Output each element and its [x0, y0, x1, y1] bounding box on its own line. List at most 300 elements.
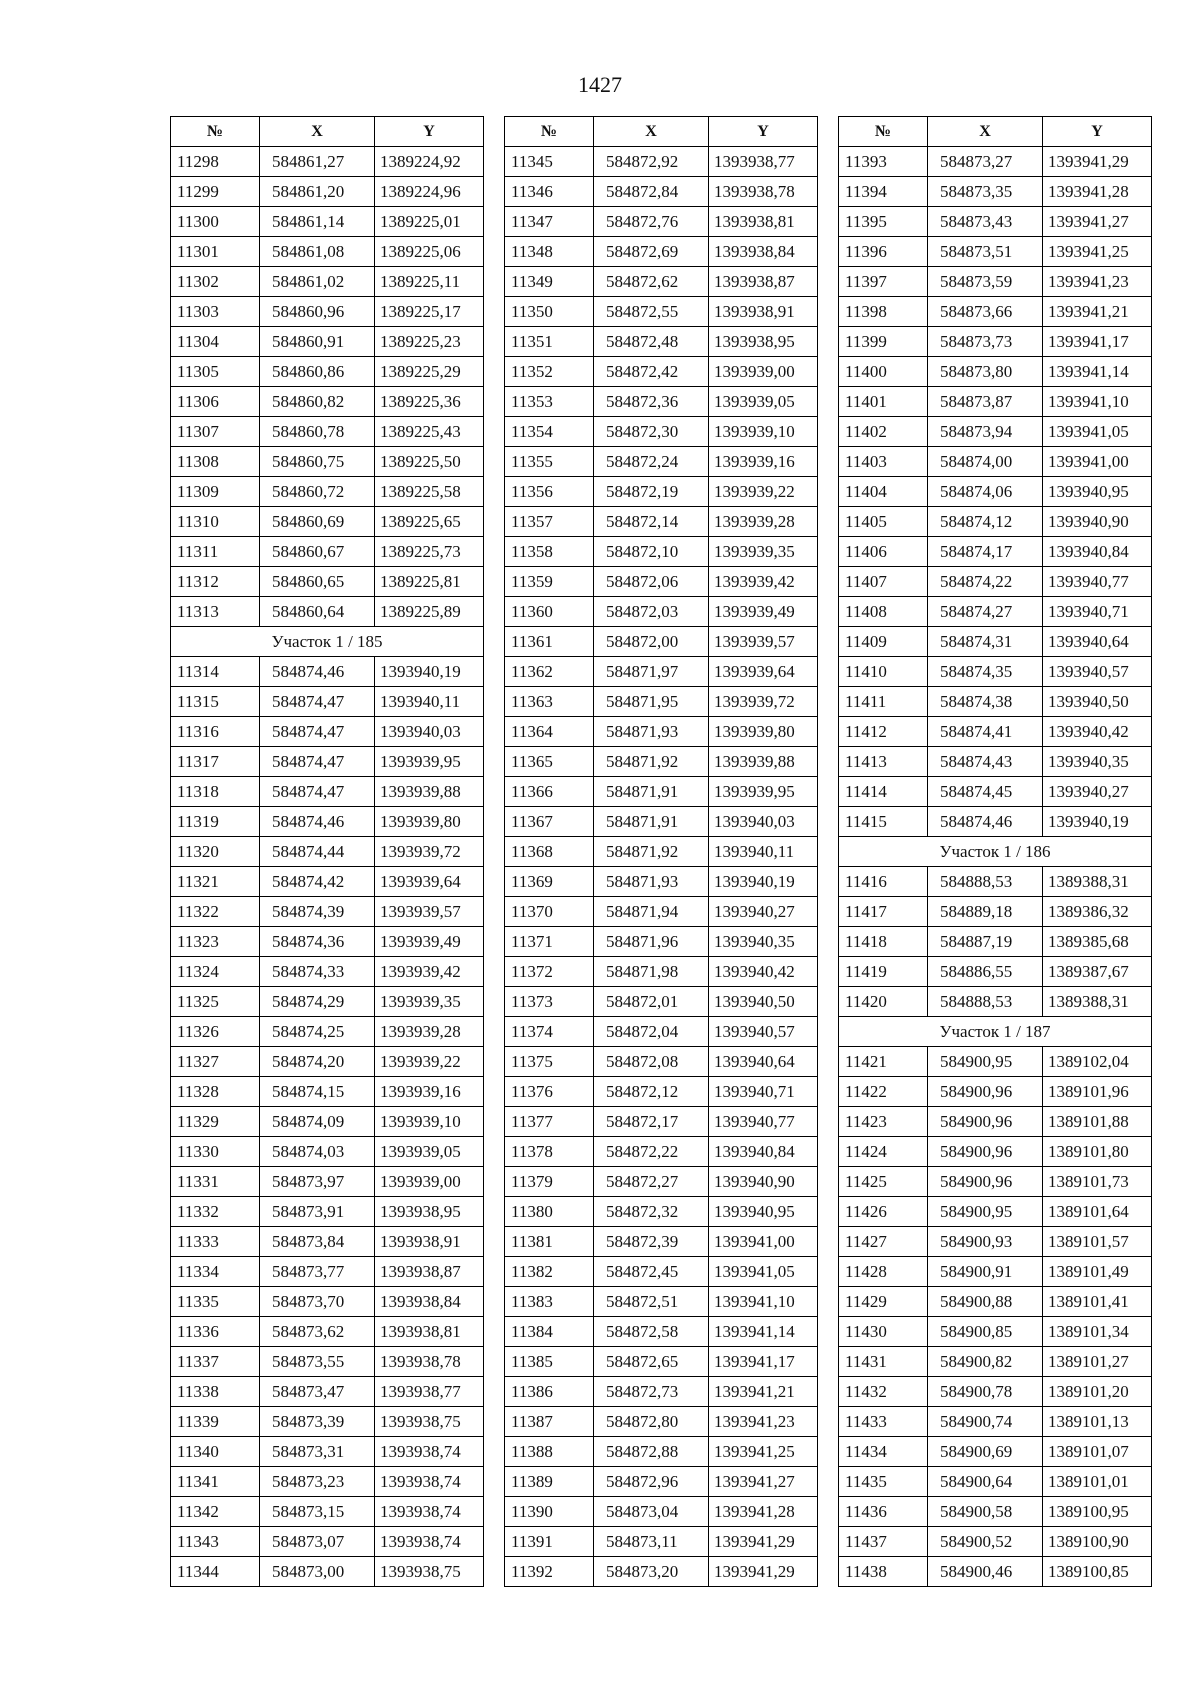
- table-row: [505, 747, 818, 777]
- point-number: 11369: [505, 867, 594, 897]
- coord-x: 584874,20: [260, 1047, 375, 1077]
- point-number: 11385: [505, 1347, 594, 1377]
- table-row: [505, 1287, 818, 1317]
- point-number: 11404: [839, 477, 928, 507]
- coord-x: 584900,91: [928, 1257, 1043, 1287]
- table-row: [839, 297, 1152, 327]
- coord-y: 1393940,42: [709, 957, 818, 987]
- coord-y: 1389225,36: [375, 387, 484, 417]
- point-number: 11351: [505, 327, 594, 357]
- table-row: [505, 1197, 818, 1227]
- coord-x: 584873,20: [594, 1557, 709, 1587]
- coord-x: 584871,95: [594, 687, 709, 717]
- coord-y: 1389225,01: [375, 207, 484, 237]
- table-row: [171, 1287, 484, 1317]
- point-number: 11364: [505, 717, 594, 747]
- coord-x: 584900,58: [928, 1497, 1043, 1527]
- table-row: [171, 237, 484, 267]
- point-number: 11436: [839, 1497, 928, 1527]
- point-number: 11305: [171, 357, 260, 387]
- coord-y: 1393938,77: [709, 147, 818, 177]
- point-number: 11424: [839, 1137, 928, 1167]
- point-number: 11367: [505, 807, 594, 837]
- point-number: 11332: [171, 1197, 260, 1227]
- coord-y: 1393941,29: [1043, 147, 1152, 177]
- coord-x: 584874,09: [260, 1107, 375, 1137]
- coord-y: 1389101,64: [1043, 1197, 1152, 1227]
- point-number: 11355: [505, 447, 594, 477]
- table-row: [839, 387, 1152, 417]
- coord-x: 584874,29: [260, 987, 375, 1017]
- coord-y: 1393940,95: [709, 1197, 818, 1227]
- point-number: 11316: [171, 717, 260, 747]
- table-row: [839, 1377, 1152, 1407]
- coord-y: 1389225,58: [375, 477, 484, 507]
- table-row: [171, 477, 484, 507]
- coord-y: 1393939,72: [709, 687, 818, 717]
- coord-x: 584872,92: [594, 147, 709, 177]
- table-body: [839, 147, 1152, 1587]
- point-number: 11379: [505, 1167, 594, 1197]
- coord-x: 584860,78: [260, 417, 375, 447]
- point-number: 11314: [171, 657, 260, 687]
- point-number: 11381: [505, 1227, 594, 1257]
- coord-x: 584872,88: [594, 1437, 709, 1467]
- coord-x: 584900,69: [928, 1437, 1043, 1467]
- header-number: №: [839, 117, 928, 147]
- table-row: [505, 927, 818, 957]
- table-row: [171, 1527, 484, 1557]
- table-row: [505, 567, 818, 597]
- coord-y: 1393939,10: [375, 1107, 484, 1137]
- table-row: [505, 267, 818, 297]
- table-row: [171, 987, 484, 1017]
- coord-x: 584900,93: [928, 1227, 1043, 1257]
- coord-x: 584872,19: [594, 477, 709, 507]
- table-row: [171, 777, 484, 807]
- table-row: [839, 1527, 1152, 1557]
- coord-x: 584860,91: [260, 327, 375, 357]
- coord-y: 1393939,49: [375, 927, 484, 957]
- table-row: [839, 267, 1152, 297]
- coord-x: 584873,94: [928, 417, 1043, 447]
- header-number: №: [171, 117, 260, 147]
- table-row: [505, 1497, 818, 1527]
- point-number: 11431: [839, 1347, 928, 1377]
- point-number: 11331: [171, 1167, 260, 1197]
- coord-y: 1393940,19: [375, 657, 484, 687]
- coord-y: 1393939,05: [375, 1137, 484, 1167]
- table-row: [171, 597, 484, 627]
- coord-x: 584872,10: [594, 537, 709, 567]
- table-row: [839, 1227, 1152, 1257]
- coord-x: 584872,42: [594, 357, 709, 387]
- table-row: [839, 507, 1152, 537]
- coord-x: 584860,72: [260, 477, 375, 507]
- table-row: [839, 1317, 1152, 1347]
- point-number: 11319: [171, 807, 260, 837]
- table-row: [171, 957, 484, 987]
- coord-x: 584871,92: [594, 747, 709, 777]
- table-row: [505, 597, 818, 627]
- coord-y: 1393939,42: [375, 957, 484, 987]
- table-row: [171, 567, 484, 597]
- point-number: 11432: [839, 1377, 928, 1407]
- point-number: 11368: [505, 837, 594, 867]
- coord-x: 584861,20: [260, 177, 375, 207]
- coord-x: 584873,77: [260, 1257, 375, 1287]
- coord-x: 584860,64: [260, 597, 375, 627]
- table-row: [171, 1047, 484, 1077]
- coord-y: 1393940,77: [1043, 567, 1152, 597]
- table-row: [505, 1227, 818, 1257]
- table-row: [505, 687, 818, 717]
- coord-y: 1393939,57: [375, 897, 484, 927]
- table-row: [505, 177, 818, 207]
- coord-x: 584873,70: [260, 1287, 375, 1317]
- coord-x: 584872,00: [594, 627, 709, 657]
- header-x: X: [594, 117, 709, 147]
- coord-y: 1393939,28: [375, 1017, 484, 1047]
- coord-x: 584874,46: [260, 807, 375, 837]
- table-row: [505, 477, 818, 507]
- point-number: 11438: [839, 1557, 928, 1587]
- coord-y: 1393941,10: [709, 1287, 818, 1317]
- table-row: [839, 867, 1152, 897]
- coord-x: 584873,11: [594, 1527, 709, 1557]
- table-row: [505, 1467, 818, 1497]
- coord-x: 584871,91: [594, 777, 709, 807]
- point-number: 11399: [839, 327, 928, 357]
- point-number: 11301: [171, 237, 260, 267]
- point-number: 11322: [171, 897, 260, 927]
- coord-x: 584874,25: [260, 1017, 375, 1047]
- coord-y: 1393938,74: [375, 1497, 484, 1527]
- table-body: [171, 147, 484, 1587]
- table-row: [505, 807, 818, 837]
- point-number: 11302: [171, 267, 260, 297]
- coord-x: 584874,12: [928, 507, 1043, 537]
- coord-y: 1393939,95: [709, 777, 818, 807]
- point-number: 11425: [839, 1167, 928, 1197]
- point-number: 11333: [171, 1227, 260, 1257]
- coord-x: 584874,06: [928, 477, 1043, 507]
- coord-y: 1393941,28: [709, 1497, 818, 1527]
- point-number: 11329: [171, 1107, 260, 1137]
- table-row: [171, 1197, 484, 1227]
- point-number: 11392: [505, 1557, 594, 1587]
- point-number: 11386: [505, 1377, 594, 1407]
- section-title: Участок 1 / 186: [839, 837, 1152, 867]
- table-row: [171, 297, 484, 327]
- coord-x: 584873,91: [260, 1197, 375, 1227]
- point-number: 11410: [839, 657, 928, 687]
- coord-x: 584872,04: [594, 1017, 709, 1047]
- point-number: 11372: [505, 957, 594, 987]
- coord-x: 584872,80: [594, 1407, 709, 1437]
- point-number: 11397: [839, 267, 928, 297]
- table-row: [839, 717, 1152, 747]
- coord-y: 1393939,80: [709, 717, 818, 747]
- coord-x: 584861,02: [260, 267, 375, 297]
- table-row: [839, 1347, 1152, 1377]
- table-row: [505, 1407, 818, 1437]
- point-number: 11370: [505, 897, 594, 927]
- point-number: 11418: [839, 927, 928, 957]
- coord-x: 584900,95: [928, 1047, 1043, 1077]
- table-row: [839, 897, 1152, 927]
- coord-x: 584887,19: [928, 927, 1043, 957]
- coord-x: 584872,58: [594, 1317, 709, 1347]
- table-row: [505, 897, 818, 927]
- coord-x: 584873,39: [260, 1407, 375, 1437]
- table-row: [839, 327, 1152, 357]
- coord-y: 1389388,31: [1043, 867, 1152, 897]
- section-title: Участок 1 / 187: [839, 1017, 1152, 1047]
- coord-x: 584861,27: [260, 147, 375, 177]
- coord-x: 584900,52: [928, 1527, 1043, 1557]
- coord-x: 584900,64: [928, 1467, 1043, 1497]
- coord-y: 1393941,17: [1043, 327, 1152, 357]
- point-number: 11356: [505, 477, 594, 507]
- coord-y: 1393938,78: [375, 1347, 484, 1377]
- table-row: [505, 297, 818, 327]
- table-row: [171, 867, 484, 897]
- coord-y: 1393939,22: [375, 1047, 484, 1077]
- coord-x: 584874,41: [928, 717, 1043, 747]
- table-row: [839, 1137, 1152, 1167]
- point-number: 11406: [839, 537, 928, 567]
- point-number: 11421: [839, 1047, 928, 1077]
- coord-x: 584872,65: [594, 1347, 709, 1377]
- coord-x: 584873,23: [260, 1467, 375, 1497]
- coord-y: 1389101,20: [1043, 1377, 1152, 1407]
- point-number: 11428: [839, 1257, 928, 1287]
- coord-y: 1393939,42: [709, 567, 818, 597]
- point-number: 11415: [839, 807, 928, 837]
- point-number: 11423: [839, 1107, 928, 1137]
- point-number: 11299: [171, 177, 260, 207]
- coord-x: 584872,27: [594, 1167, 709, 1197]
- coord-x: 584874,22: [928, 567, 1043, 597]
- table-row: [171, 1317, 484, 1347]
- coord-x: 584874,17: [928, 537, 1043, 567]
- coord-y: 1393939,49: [709, 597, 818, 627]
- table-row: [505, 1167, 818, 1197]
- point-number: 11411: [839, 687, 928, 717]
- table-row: [171, 807, 484, 837]
- table-row: [839, 657, 1152, 687]
- coord-y: 1389225,23: [375, 327, 484, 357]
- coord-x: 584873,80: [928, 357, 1043, 387]
- coord-y: 1393940,57: [709, 1017, 818, 1047]
- table-row: [171, 537, 484, 567]
- table-row: [839, 417, 1152, 447]
- coord-x: 584872,30: [594, 417, 709, 447]
- table-row: [171, 657, 484, 687]
- coord-y: 1389225,65: [375, 507, 484, 537]
- point-number: 11426: [839, 1197, 928, 1227]
- table-row: [839, 1047, 1152, 1077]
- point-number: 11315: [171, 687, 260, 717]
- table-row: [839, 1407, 1152, 1437]
- coord-y: 1389386,32: [1043, 897, 1152, 927]
- point-number: 11320: [171, 837, 260, 867]
- coord-x: 584871,93: [594, 717, 709, 747]
- table-row: [505, 1557, 818, 1587]
- coord-y: 1389101,73: [1043, 1167, 1152, 1197]
- point-number: 11375: [505, 1047, 594, 1077]
- header-x: X: [928, 117, 1043, 147]
- point-number: 11396: [839, 237, 928, 267]
- point-number: 11387: [505, 1407, 594, 1437]
- coord-x: 584872,32: [594, 1197, 709, 1227]
- point-number: 11344: [171, 1557, 260, 1587]
- table-row: [505, 627, 818, 657]
- table-row: [171, 1257, 484, 1287]
- coord-x: 584874,43: [928, 747, 1043, 777]
- coord-y: 1389224,96: [375, 177, 484, 207]
- coord-y: 1393940,71: [1043, 597, 1152, 627]
- point-number: 11420: [839, 987, 928, 1017]
- table-row: [505, 147, 818, 177]
- point-number: 11394: [839, 177, 928, 207]
- table-row: [505, 357, 818, 387]
- table-row: [839, 357, 1152, 387]
- coord-y: 1393941,14: [1043, 357, 1152, 387]
- table-row: [839, 1287, 1152, 1317]
- coord-y: 1393939,72: [375, 837, 484, 867]
- coord-y: 1389101,96: [1043, 1077, 1152, 1107]
- table-row: [839, 807, 1152, 837]
- table-row: [171, 717, 484, 747]
- point-number: 11376: [505, 1077, 594, 1107]
- coord-x: 584900,95: [928, 1197, 1043, 1227]
- coord-y: 1389385,68: [1043, 927, 1152, 957]
- coord-x: 584872,12: [594, 1077, 709, 1107]
- coord-x: 584871,96: [594, 927, 709, 957]
- point-number: 11360: [505, 597, 594, 627]
- table-header-row: [505, 117, 818, 147]
- coord-y: 1393941,00: [709, 1227, 818, 1257]
- coord-y: 1393941,28: [1043, 177, 1152, 207]
- coord-y: 1393941,21: [1043, 297, 1152, 327]
- header-y: Y: [1043, 117, 1152, 147]
- point-number: 11300: [171, 207, 260, 237]
- coordinate-table-1: [170, 116, 484, 1587]
- coord-x: 584871,93: [594, 867, 709, 897]
- table-row: [505, 837, 818, 867]
- coord-y: 1389225,29: [375, 357, 484, 387]
- point-number: 11373: [505, 987, 594, 1017]
- table-row: [839, 777, 1152, 807]
- coord-x: 584873,35: [928, 177, 1043, 207]
- coord-x: 584872,06: [594, 567, 709, 597]
- coord-y: 1393938,91: [375, 1227, 484, 1257]
- table-row: [505, 1347, 818, 1377]
- coord-y: 1393941,05: [709, 1257, 818, 1287]
- table-row: [839, 627, 1152, 657]
- coordinate-table-2: [504, 116, 818, 1587]
- point-number: 11430: [839, 1317, 928, 1347]
- coord-x: 584874,46: [928, 807, 1043, 837]
- coord-y: 1393938,74: [375, 1467, 484, 1497]
- coord-x: 584886,55: [928, 957, 1043, 987]
- coord-x: 584872,73: [594, 1377, 709, 1407]
- coord-y: 1389102,04: [1043, 1047, 1152, 1077]
- point-number: 11417: [839, 897, 928, 927]
- table-row: [839, 597, 1152, 627]
- table-row: [171, 447, 484, 477]
- table-row: [505, 1527, 818, 1557]
- coord-x: 584871,91: [594, 807, 709, 837]
- point-number: 11334: [171, 1257, 260, 1287]
- coord-x: 584874,38: [928, 687, 1043, 717]
- coord-y: 1393939,80: [375, 807, 484, 837]
- coord-y: 1393941,25: [709, 1437, 818, 1467]
- coord-x: 584900,46: [928, 1557, 1043, 1587]
- header-x: X: [260, 117, 375, 147]
- coord-x: 584873,51: [928, 237, 1043, 267]
- table-row: [839, 1557, 1152, 1587]
- table-row: [171, 327, 484, 357]
- coord-y: 1393941,00: [1043, 447, 1152, 477]
- coord-y: 1393939,88: [375, 777, 484, 807]
- point-number: 11309: [171, 477, 260, 507]
- coord-y: 1393938,78: [709, 177, 818, 207]
- point-number: 11380: [505, 1197, 594, 1227]
- point-number: 11304: [171, 327, 260, 357]
- section-title: Участок 1 / 185: [171, 627, 484, 657]
- header-number: №: [505, 117, 594, 147]
- coord-x: 584860,69: [260, 507, 375, 537]
- coord-x: 584860,82: [260, 387, 375, 417]
- coord-y: 1393940,50: [1043, 687, 1152, 717]
- coord-y: 1393940,19: [709, 867, 818, 897]
- coord-y: 1393938,87: [375, 1257, 484, 1287]
- coord-y: 1393939,95: [375, 747, 484, 777]
- coord-x: 584861,14: [260, 207, 375, 237]
- coord-x: 584872,22: [594, 1137, 709, 1167]
- coord-y: 1389225,81: [375, 567, 484, 597]
- coord-y: 1393938,77: [375, 1377, 484, 1407]
- coord-x: 584900,88: [928, 1287, 1043, 1317]
- section-row: [839, 1017, 1152, 1047]
- table-row: [171, 1227, 484, 1257]
- point-number: 11435: [839, 1467, 928, 1497]
- point-number: 11390: [505, 1497, 594, 1527]
- table-row: [171, 1077, 484, 1107]
- table-row: [505, 507, 818, 537]
- point-number: 11327: [171, 1047, 260, 1077]
- coord-x: 584900,74: [928, 1407, 1043, 1437]
- point-number: 11377: [505, 1107, 594, 1137]
- table-row: [171, 357, 484, 387]
- point-number: 11341: [171, 1467, 260, 1497]
- coord-x: 584872,96: [594, 1467, 709, 1497]
- coord-y: 1393940,11: [375, 687, 484, 717]
- coord-x: 584871,97: [594, 657, 709, 687]
- coord-y: 1389225,17: [375, 297, 484, 327]
- point-number: 11437: [839, 1527, 928, 1557]
- point-number: 11340: [171, 1437, 260, 1467]
- coord-y: 1389225,89: [375, 597, 484, 627]
- table-row: [505, 1257, 818, 1287]
- point-number: 11335: [171, 1287, 260, 1317]
- coord-x: 584873,59: [928, 267, 1043, 297]
- point-number: 11427: [839, 1227, 928, 1257]
- point-number: 11388: [505, 1437, 594, 1467]
